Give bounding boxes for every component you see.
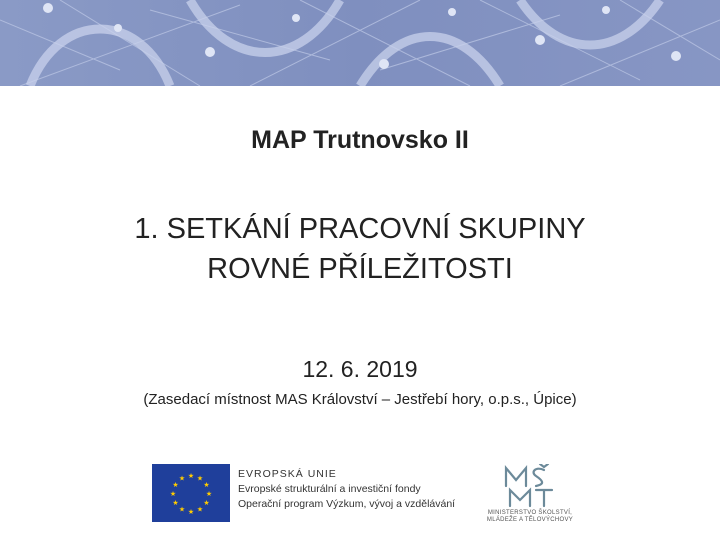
- svg-text:★: ★: [187, 472, 195, 480]
- msmt-logo-line1: MINISTERSTVO ŠKOLSTVÍ,: [487, 510, 573, 516]
- svg-text:★: ★: [203, 481, 210, 489]
- network-banner-icon: [0, 0, 720, 86]
- eu-logo-line2: Evropské strukturální a investiční fondy: [238, 483, 421, 495]
- meeting-venue: (Zasedací místnost MAS Království – Jestřebí hory, o.p.s., Úpice): [143, 391, 577, 408]
- svg-text:★: ★: [178, 505, 186, 514]
- svg-text:★: ★: [196, 505, 204, 514]
- slide-title-line2: ROVNÉ PŘÍLEŽITOSTI: [207, 253, 513, 285]
- meeting-date: 12. 6. 2019: [302, 356, 418, 382]
- header-banner: [0, 0, 720, 86]
- msmt-logo-line2: MLÁDEŽE A TĚLOVÝCHOVY: [486, 517, 574, 523]
- svg-text:★: ★: [205, 490, 213, 498]
- svg-text:★: ★: [172, 499, 179, 507]
- svg-text:★: ★: [178, 474, 186, 483]
- svg-text:★: ★: [196, 474, 204, 483]
- eu-logo-line1: EVROPSKÁ UNIE: [238, 468, 337, 480]
- msmt-logo: [470, 464, 590, 524]
- msmt-logo-icon: [470, 464, 590, 508]
- slide-title: [60, 209, 660, 289]
- svg-text:★: ★: [187, 508, 195, 516]
- eu-logo-line3: Operační program Výzkum, vývoj a vzdělávání: [238, 498, 456, 510]
- svg-text:★: ★: [169, 490, 177, 498]
- slide-title-line1: 1. SETKÁNÍ PRACOVNÍ SKUPINY: [134, 213, 586, 245]
- svg-text:★: ★: [172, 481, 179, 489]
- eu-logo-text: [238, 467, 455, 512]
- slide-subtitle: MAP Trutnovsko II: [251, 126, 469, 154]
- svg-text:★: ★: [203, 499, 210, 507]
- eu-flag-icon: [152, 464, 230, 522]
